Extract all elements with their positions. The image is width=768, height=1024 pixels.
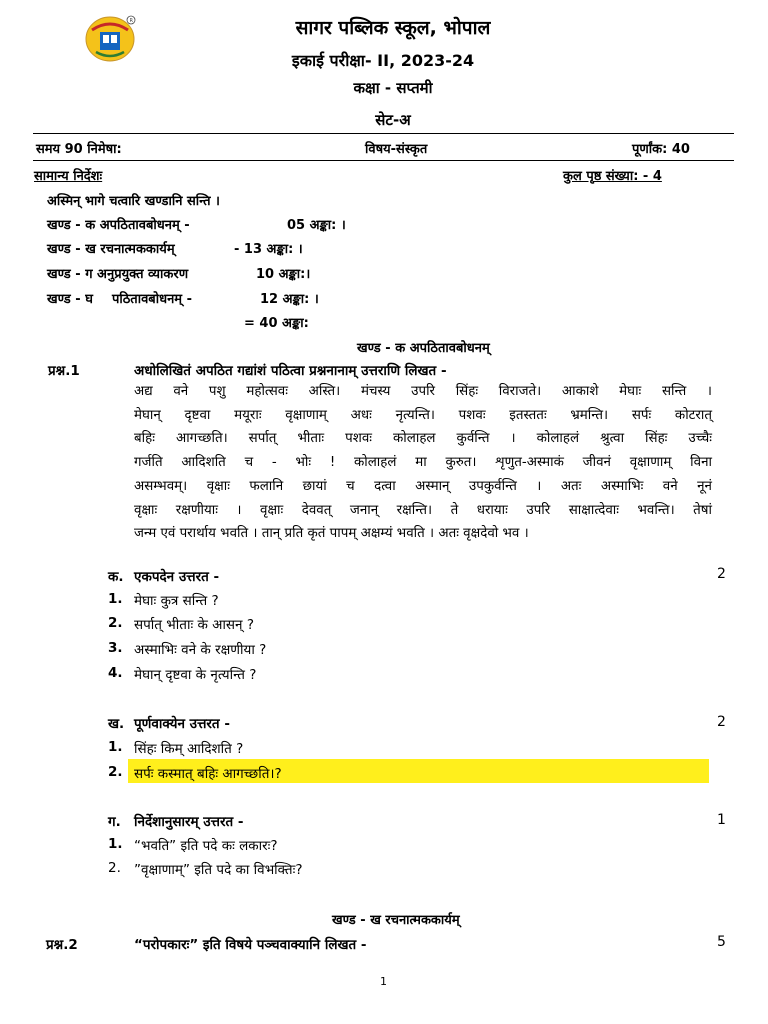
passage-line: जन्म एवं परार्थाय भवति । तान् प्रति कृतं पापम् अक्षम्यं भवति । अतः वृक्षदेवो भव ।	[134, 526, 529, 542]
question-2-number: प्रश्न.2	[46, 937, 78, 953]
total-marks-label: पूर्णांक: 40	[632, 142, 690, 157]
question-1-text: अधोलिखितं अपठित गद्यांशं पठित्वा प्रश्ननानाम् उत्तराणि लिखत -	[134, 363, 447, 379]
question-number: 2.	[108, 860, 121, 876]
instruction-intro: अस्मिन् भागे चत्वारि खण्डानि सन्ति ।	[47, 194, 220, 209]
question-number: 1.	[108, 739, 123, 755]
question-number: 2.	[108, 615, 123, 631]
section-a-title: खण्ड - क अपठितावबोधनम्	[357, 341, 490, 356]
part-ka-label: क.	[108, 569, 124, 585]
instruction-marks-a: 05 अङ्का: ।	[287, 218, 346, 233]
part-ka-marks: 2	[717, 566, 726, 582]
unseen-passage	[134, 380, 712, 546]
instruction-section-c: खण्ड - ग अनुप्रयुक्त व्याकरण	[47, 267, 189, 282]
passage-line: असम्भवम्। वृक्षाः फलानि छायां च दत्वा अस्मान् उपकुर्वन्ति । अतः अस्माभिः वने नूनं	[134, 478, 712, 494]
section-b-title: खण्ड - ख रचनात्मककार्यम्	[332, 913, 460, 928]
question-text: मेघान् दृष्टवा के नृत्यन्ति ?	[134, 667, 257, 683]
header-rule-bottom	[33, 160, 734, 161]
question-number: 1.	[108, 836, 123, 852]
instruction-total: = 40 अङ्का:	[244, 316, 309, 331]
instruction-section-d-title: पठितावबोधनम् -	[112, 292, 193, 307]
question-text: सर्पात् भीताः के आसन् ?	[134, 617, 255, 633]
instruction-marks-d: 12 अङ्का: ।	[260, 292, 319, 307]
passage-line: अद्य वने पशु महोत्सवः अस्ति। मंचस्य उपरि सिंहः विराजते। आकाशे मेघाः सन्ति ।	[134, 384, 712, 399]
exam-title: इकाई परीक्षा- II, 2023-24	[291, 51, 475, 70]
header-rule-top	[33, 133, 734, 134]
question-2-marks: 5	[717, 934, 726, 950]
page-count-label: कुल पृष्ठ संख्या: - 4	[563, 169, 662, 184]
set-label: सेट-अ	[375, 111, 411, 129]
passage-line: मेघान् दृष्टवा मयूराः वृक्षाणाम् अधः नृत्यन्ति। पशवः इतस्ततः भ्रमन्ति। सर्पः कोटरात्	[134, 407, 712, 423]
question-text: सिंहः किम् आदिशति ?	[134, 741, 244, 757]
question-text: “भवति” इति पदे कः लकारः?	[134, 838, 278, 854]
passage-line: गर्जति आदिशति च - भोः ! कोलाहलं मा कुरुत। शृणुत-अस्माकं जीवनं वृक्षाणाम् विना	[134, 455, 712, 471]
question-number: 3.	[108, 640, 123, 656]
instruction-section-d-label: खण्ड - घ	[47, 292, 93, 307]
svg-text:R: R	[129, 18, 133, 24]
general-instructions-heading: सामान्य निर्देशः	[34, 169, 103, 184]
instruction-marks-c: 10 अङ्का:।	[256, 267, 311, 282]
question-text: ”वृक्षाणाम्” इति पदे का विभक्तिः?	[134, 862, 303, 878]
question-number: 1.	[108, 591, 123, 607]
passage-line: वृक्षाः रक्षणीयाः । वृक्षाः देववत् जनान् रक्षन्ति। ते धरायाः उपरि साक्षात्देवाः भवन्ति। तेषां	[134, 502, 712, 518]
part-ga-label: ग.	[108, 814, 121, 830]
part-ka-title: एकपदेन उत्तरत -	[134, 569, 220, 585]
instruction-section-a: खण्ड - क अपठितावबोधनम् -	[47, 218, 190, 233]
page-number: 1	[380, 975, 387, 988]
instruction-section-b: खण्ड - ख रचनात्मककार्यम्	[47, 242, 175, 257]
instruction-marks-b: - 13 अङ्का: ।	[234, 242, 303, 257]
part-ga-title: निर्देशानुसारम् उत्तरत -	[134, 814, 244, 830]
subject-label: विषय-संस्कृत	[365, 142, 428, 157]
part-kha-title: पूर्णवाक्येन उत्तरत -	[134, 716, 230, 732]
school-name: सागर पब्लिक स्कूल, भोपाल	[295, 17, 491, 39]
highlighted-question-text: सर्पः कस्मात् बहिः आगच्छति।?	[134, 766, 282, 782]
part-kha-label: ख.	[108, 716, 125, 732]
part-ga-marks: 1	[717, 812, 726, 828]
class-label: कक्षा - सप्तमी	[353, 79, 433, 97]
question-2-text: “परोपकारः” इति विषये पञ्चवाक्यानि लिखत -	[134, 937, 367, 953]
question-1-number: प्रश्न.1	[48, 363, 80, 379]
question-text: मेघाः कुत्र सन्ति ?	[134, 593, 219, 609]
passage-line: बहिः आगच्छति। सर्पात् भीताः पशवः कोलाहल कुर्वन्ति । कोलाहलं श्रुत्वा सिंहः उच्चैः	[134, 431, 712, 447]
question-number: 4.	[108, 665, 123, 681]
part-kha-marks: 2	[717, 714, 726, 730]
time-label: समय 90 निमेषा:	[36, 142, 122, 157]
question-number: 2.	[108, 764, 123, 780]
question-text: अस्माभिः वने के रक्षणीया ?	[134, 642, 267, 658]
